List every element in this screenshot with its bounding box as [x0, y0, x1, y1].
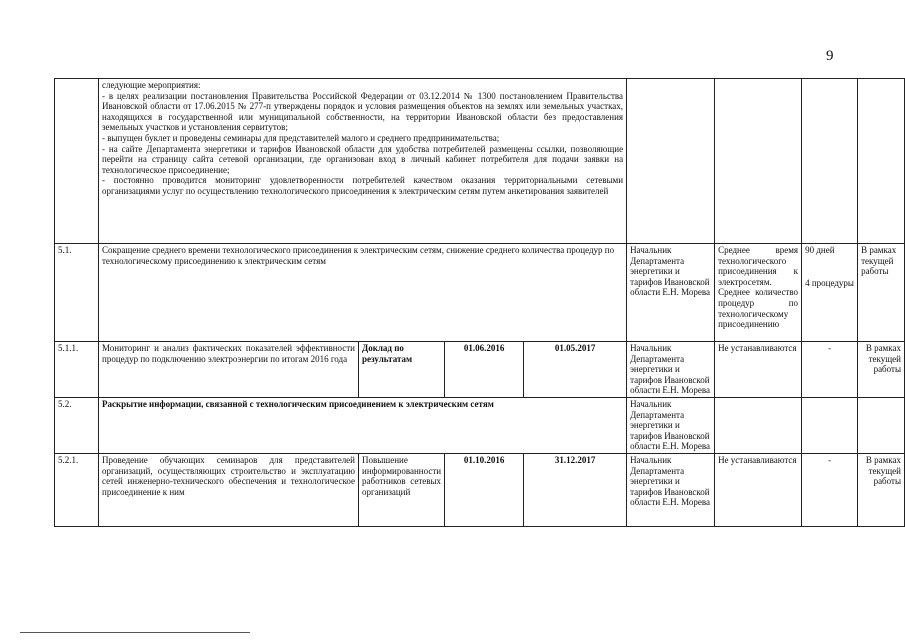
table-row: [55, 79, 905, 244]
page-number: 9: [826, 48, 834, 64]
value-cell: -: [802, 453, 858, 526]
indicator-cell: [715, 244, 802, 342]
responsible-cell: Начальник Департамента энергетики и тарифов Ивановской области Е.Н. Морева: [627, 342, 715, 398]
list-item: следующие мероприятия:: [102, 80, 201, 90]
result-cell: Повышение информированности работников сетевых организаций: [359, 453, 445, 526]
table-row: [55, 453, 905, 526]
num-cell: 5.2.: [55, 398, 99, 454]
financing-cell: [858, 398, 905, 454]
value-line: 90 дней: [805, 245, 835, 255]
event-cell: Сокращение среднего времени технологического присоединения к электрическим сетям, снижение среднего количества процедур по технологическому присоединению к электрическим сетям: [99, 244, 627, 342]
event-cell: Проведение обучающих семинаров для представителей организаций, осуществляющих строительство и эксплуатацию сетей инженерно-технического обеспечения и технологическое присоединение к ним: [99, 453, 359, 526]
list-item: - в целях реализации постановления Правительства Российской Федерации от 03.12.2014 № 1300 постановлением Правительства Ивановской области от 17.06.2015 № 277-п утверждены порядок и условия размещения объектов на землях или земельных участках, находящихся в государственной или муниципальной собственности, на территории Ивановской области без предоставления земельных участков и установления сервитутов;: [102, 90, 624, 133]
value-cell: [802, 398, 858, 454]
end-date-cell: 31.12.2017: [524, 453, 627, 526]
start-date-cell: 01.10.2016: [445, 453, 524, 526]
num-cell: 5.1.1.: [55, 342, 99, 398]
list-item: - постоянно проводится мониторинг удовлетворенности потребителей качеством оказания территориальными сетевыми организациями услуг по осуществлению технологического присоединения к электрическим сетям путем анкетирования заявителей: [102, 175, 624, 196]
value-line: 4 процедуры: [805, 277, 854, 288]
event-cell: [99, 79, 627, 244]
indicator-cell: Не устанавливаются: [715, 453, 802, 526]
financing-cell: В рамках текущей работы: [858, 453, 905, 526]
table-row: [55, 398, 905, 454]
num-cell: 5.2.1.: [55, 453, 99, 526]
num-cell: 5.1.: [55, 244, 99, 342]
value-cell: -: [802, 342, 858, 398]
start-date-cell: 01.06.2016: [445, 342, 524, 398]
responsible-cell: Начальник Департамента энергетики и тарифов Ивановской области Е.Н. Морева: [627, 244, 715, 342]
list-item: - на сайте Департамента энергетики и тарифов Ивановской области для удобства потребителей размещены ссылки, позволяющие перейти на страницу сайта сетевой организации, где организован вход в личный кабинет потребителя для подачи заявки на технологическое присоединение;: [102, 143, 624, 175]
table-row: [55, 244, 905, 342]
responsible-cell: Начальник Департамента энергетики и тарифов Ивановской области Е.Н. Морева: [627, 453, 715, 526]
indicator-line: Среднее количество процедур по технологическому присоединению: [718, 287, 799, 330]
measures-table: [54, 78, 905, 527]
footer-rule: [20, 632, 250, 633]
indicator-cell: Не устанавливаются: [715, 342, 802, 398]
event-cell: Мониторинг и анализ фактических показателей эффективности процедур по подключению электроэнергии по итогам 2016 года: [99, 342, 359, 398]
end-date-cell: 01.05.2017: [524, 342, 627, 398]
result-cell: Доклад по результатам: [359, 342, 445, 398]
list-item: - выпущен буклет и проведены семинары для представителей малого и среднего предпринимательства;: [102, 132, 500, 143]
value-cell: [802, 244, 858, 342]
indicator-line: Среднее время технологического присоединения к электросетям.: [718, 245, 799, 287]
num-cell: [55, 79, 99, 244]
indicator-cell: [715, 398, 802, 454]
responsible-cell: [627, 79, 715, 244]
responsible-cell: Начальник Департамента энергетики и тарифов Ивановской области Е.Н. Морева: [627, 398, 715, 454]
event-cell: Раскрытие информации, связанной с технологическим присоединением к электрическим сетям: [99, 398, 627, 454]
financing-cell: В рамках текущей работы: [858, 244, 905, 342]
table-row: [55, 342, 905, 398]
financing-cell: [858, 79, 905, 244]
financing-cell: В рамках текущей работы: [858, 342, 905, 398]
value-cell: [802, 79, 858, 244]
indicator-cell: [715, 79, 802, 244]
